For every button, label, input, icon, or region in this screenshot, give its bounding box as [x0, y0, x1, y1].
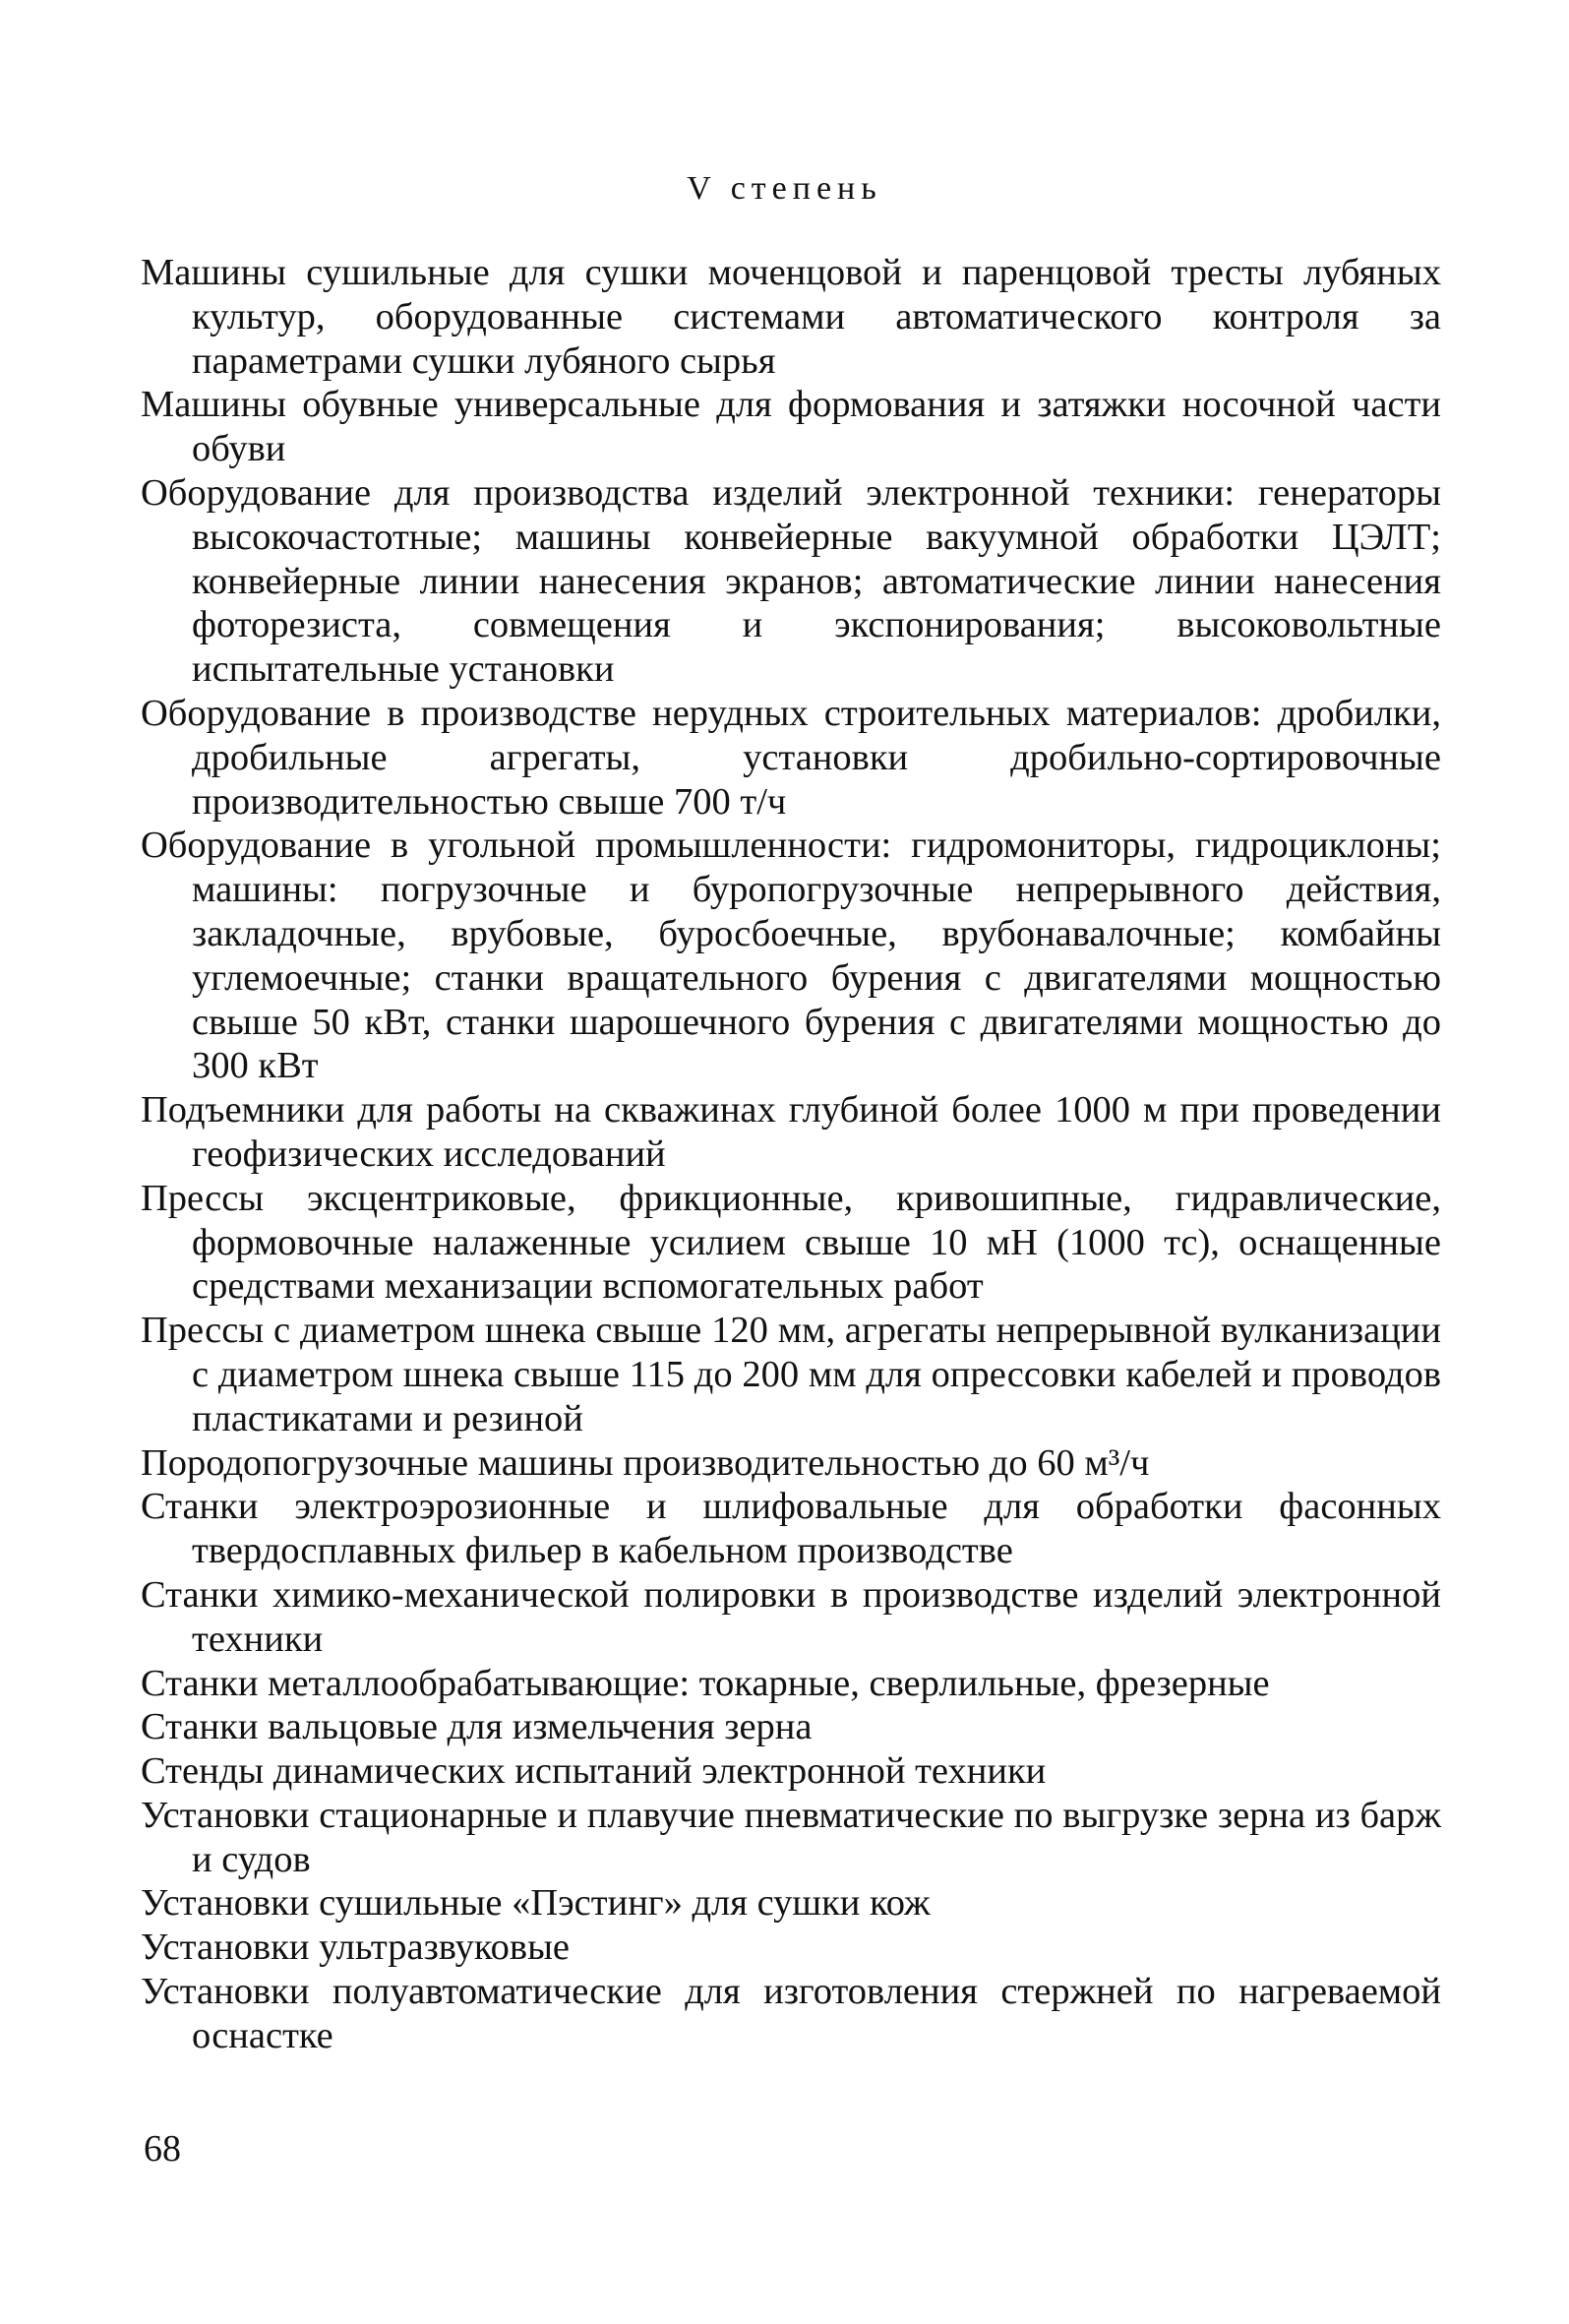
list-item: Станки электроэрозионные и шлифовальные для обработки фасонных твердосплавных фильер в кабельном производстве — [141, 1486, 1441, 1572]
list-item: Подъемники для работы на скважинах глубиной более 1000 м при проведении геофизических исследований — [141, 1089, 1441, 1175]
list-item: Прессы с диаметром шнека свыше 120 мм, агрегаты непрерывной вулканизации с диаметром шнека свыше 115 до 200 мм для опрессовки кабелей и проводов пластикатами и резиной — [141, 1310, 1441, 1439]
list-item: Стенды динамических испытаний электронной техники — [141, 1750, 1047, 1793]
section-heading: V степень — [687, 170, 882, 207]
list-item: Установки полуавтоматические для изготовления стержней по нагреваемой оснастке — [141, 1971, 1441, 2056]
list-item: Породопогрузочные машины производительностью до 60 м³/ч — [141, 1441, 1150, 1484]
list-item: Установки сушильные «Пэстинг» для сушки кож — [141, 1882, 931, 1925]
list-item: Прессы эксцентриковые, фрикционные, кривошипные, гидравлические, формовочные налаженные усилием свыше 10 мН (1000 тс), оснащенные средствами механизации вспомогательных работ — [141, 1177, 1441, 1308]
list-item: Оборудование для производства изделий электронной техники: генераторы высокочастотные; машины конвейерные вакуумной обработки ЦЭЛТ; конвейерные линии нанесения экранов; автоматические линии нанесения фоторезиста, совмещения и экспонирования; высоковольтные испытательные установки — [141, 471, 1441, 691]
list-item: Оборудование в угольной промышленности: гидромониторы, гидроциклоны; машины: погрузочные и буропогрузочные непрерывного действия, закладочные, врубовые, буросбоечные, врубонавалочные; комбайны углемоечные; станки вращательного бурения с двигателями мощностью свыше 50 кВт, станки шарошечного бурения с двигателями мощностью до 300 кВт — [141, 825, 1441, 1087]
list-item: Станки химико-механической полировки в производстве изделий электронной техники — [141, 1573, 1441, 1660]
list-item: Оборудование в производстве нерудных строительных материалов: дробилки, дробильные агрегаты, установки дробильно-сортировочные производительностью свыше 700 т/ч — [141, 692, 1441, 823]
list-item: Установки ультразвуковые — [141, 1926, 571, 1969]
list-item: Установки стационарные и плавучие пневматические по выгрузке зерна из барж и судов — [141, 1794, 1441, 1880]
list-item: Машины обувные универсальные для формования и затяжки носочной части обуви — [141, 384, 1441, 470]
list-item: Машины сушильные для сушки моченцовой и паренцовой тресты лубяных культур, оборудованные системами автоматического контроля за параметрами сушки лубяного сырья — [141, 252, 1441, 382]
equipment-list — [141, 251, 1441, 2058]
page-number: 68 — [144, 2128, 181, 2170]
list-item: Станки вальцовые для измельчения зерна — [141, 1706, 813, 1748]
list-item: Станки металлообрабатывающие: токарные, сверлильные, фрезерные — [141, 1662, 1270, 1704]
